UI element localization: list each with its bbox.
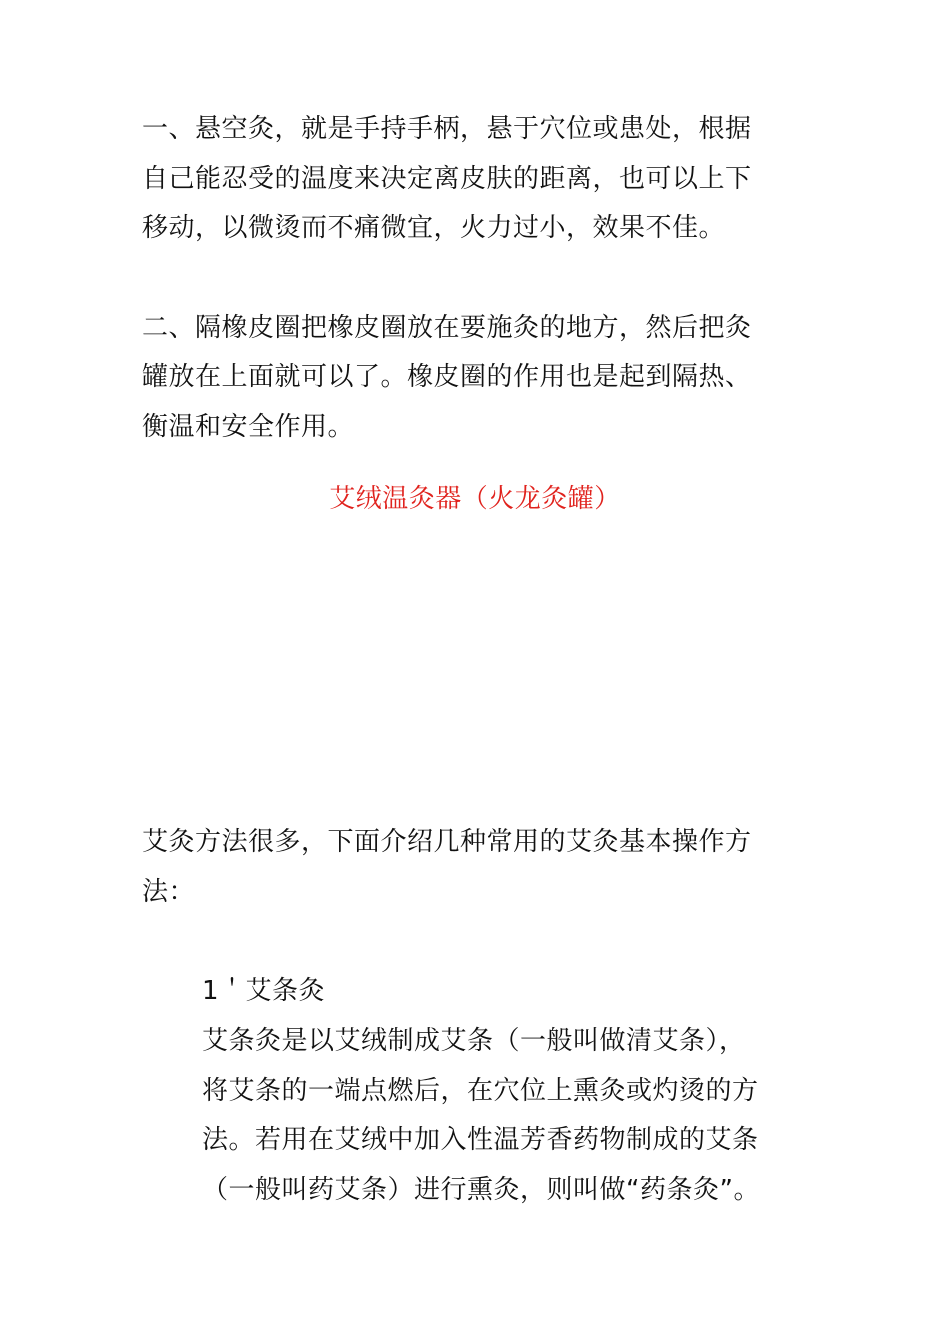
paragraph-line: 衡温和安全作用。: [142, 412, 355, 442]
paragraph-line: 移动，以微烫而不痛微宜，火力过小，效果不佳。: [142, 213, 726, 243]
paragraph-line: 自己能忍受的温度来决定离皮肤的距离，也可以上下: [142, 164, 752, 194]
paragraph-line: 将艾条的一端点燃后，在穴位上熏灸或灼烫的方: [202, 1076, 759, 1106]
paragraph-line: 法：: [142, 877, 196, 907]
paragraph-line: 罐放在上面就可以了。橡皮圈的作用也是起到隔热、: [142, 362, 752, 392]
paragraph-line: 二、隔橡皮圈把橡皮圈放在要施灸的地方，然后把灸: [142, 313, 752, 343]
method-title: 1＇艾条灸: [202, 976, 326, 1006]
paragraph-line: （一般叫药艾条）进行熏灸，则叫做“药条灸”。: [202, 1175, 760, 1205]
paragraph-line: 艾灸方法很多，下面介绍几种常用的艾灸基本操作方: [142, 827, 752, 857]
section-heading: 艾绒温灸器（火龙灸罐）: [329, 484, 621, 514]
paragraph-line: 艾条灸是以艾绒制成艾条（一般叫做清艾条），: [202, 1026, 746, 1056]
paragraph-line: 法。若用在艾绒中加入性温芳香药物制成的艾条: [202, 1125, 759, 1155]
paragraph-line: 一、悬空灸，就是手持手柄，悬于穴位或患处，根据: [142, 114, 752, 144]
